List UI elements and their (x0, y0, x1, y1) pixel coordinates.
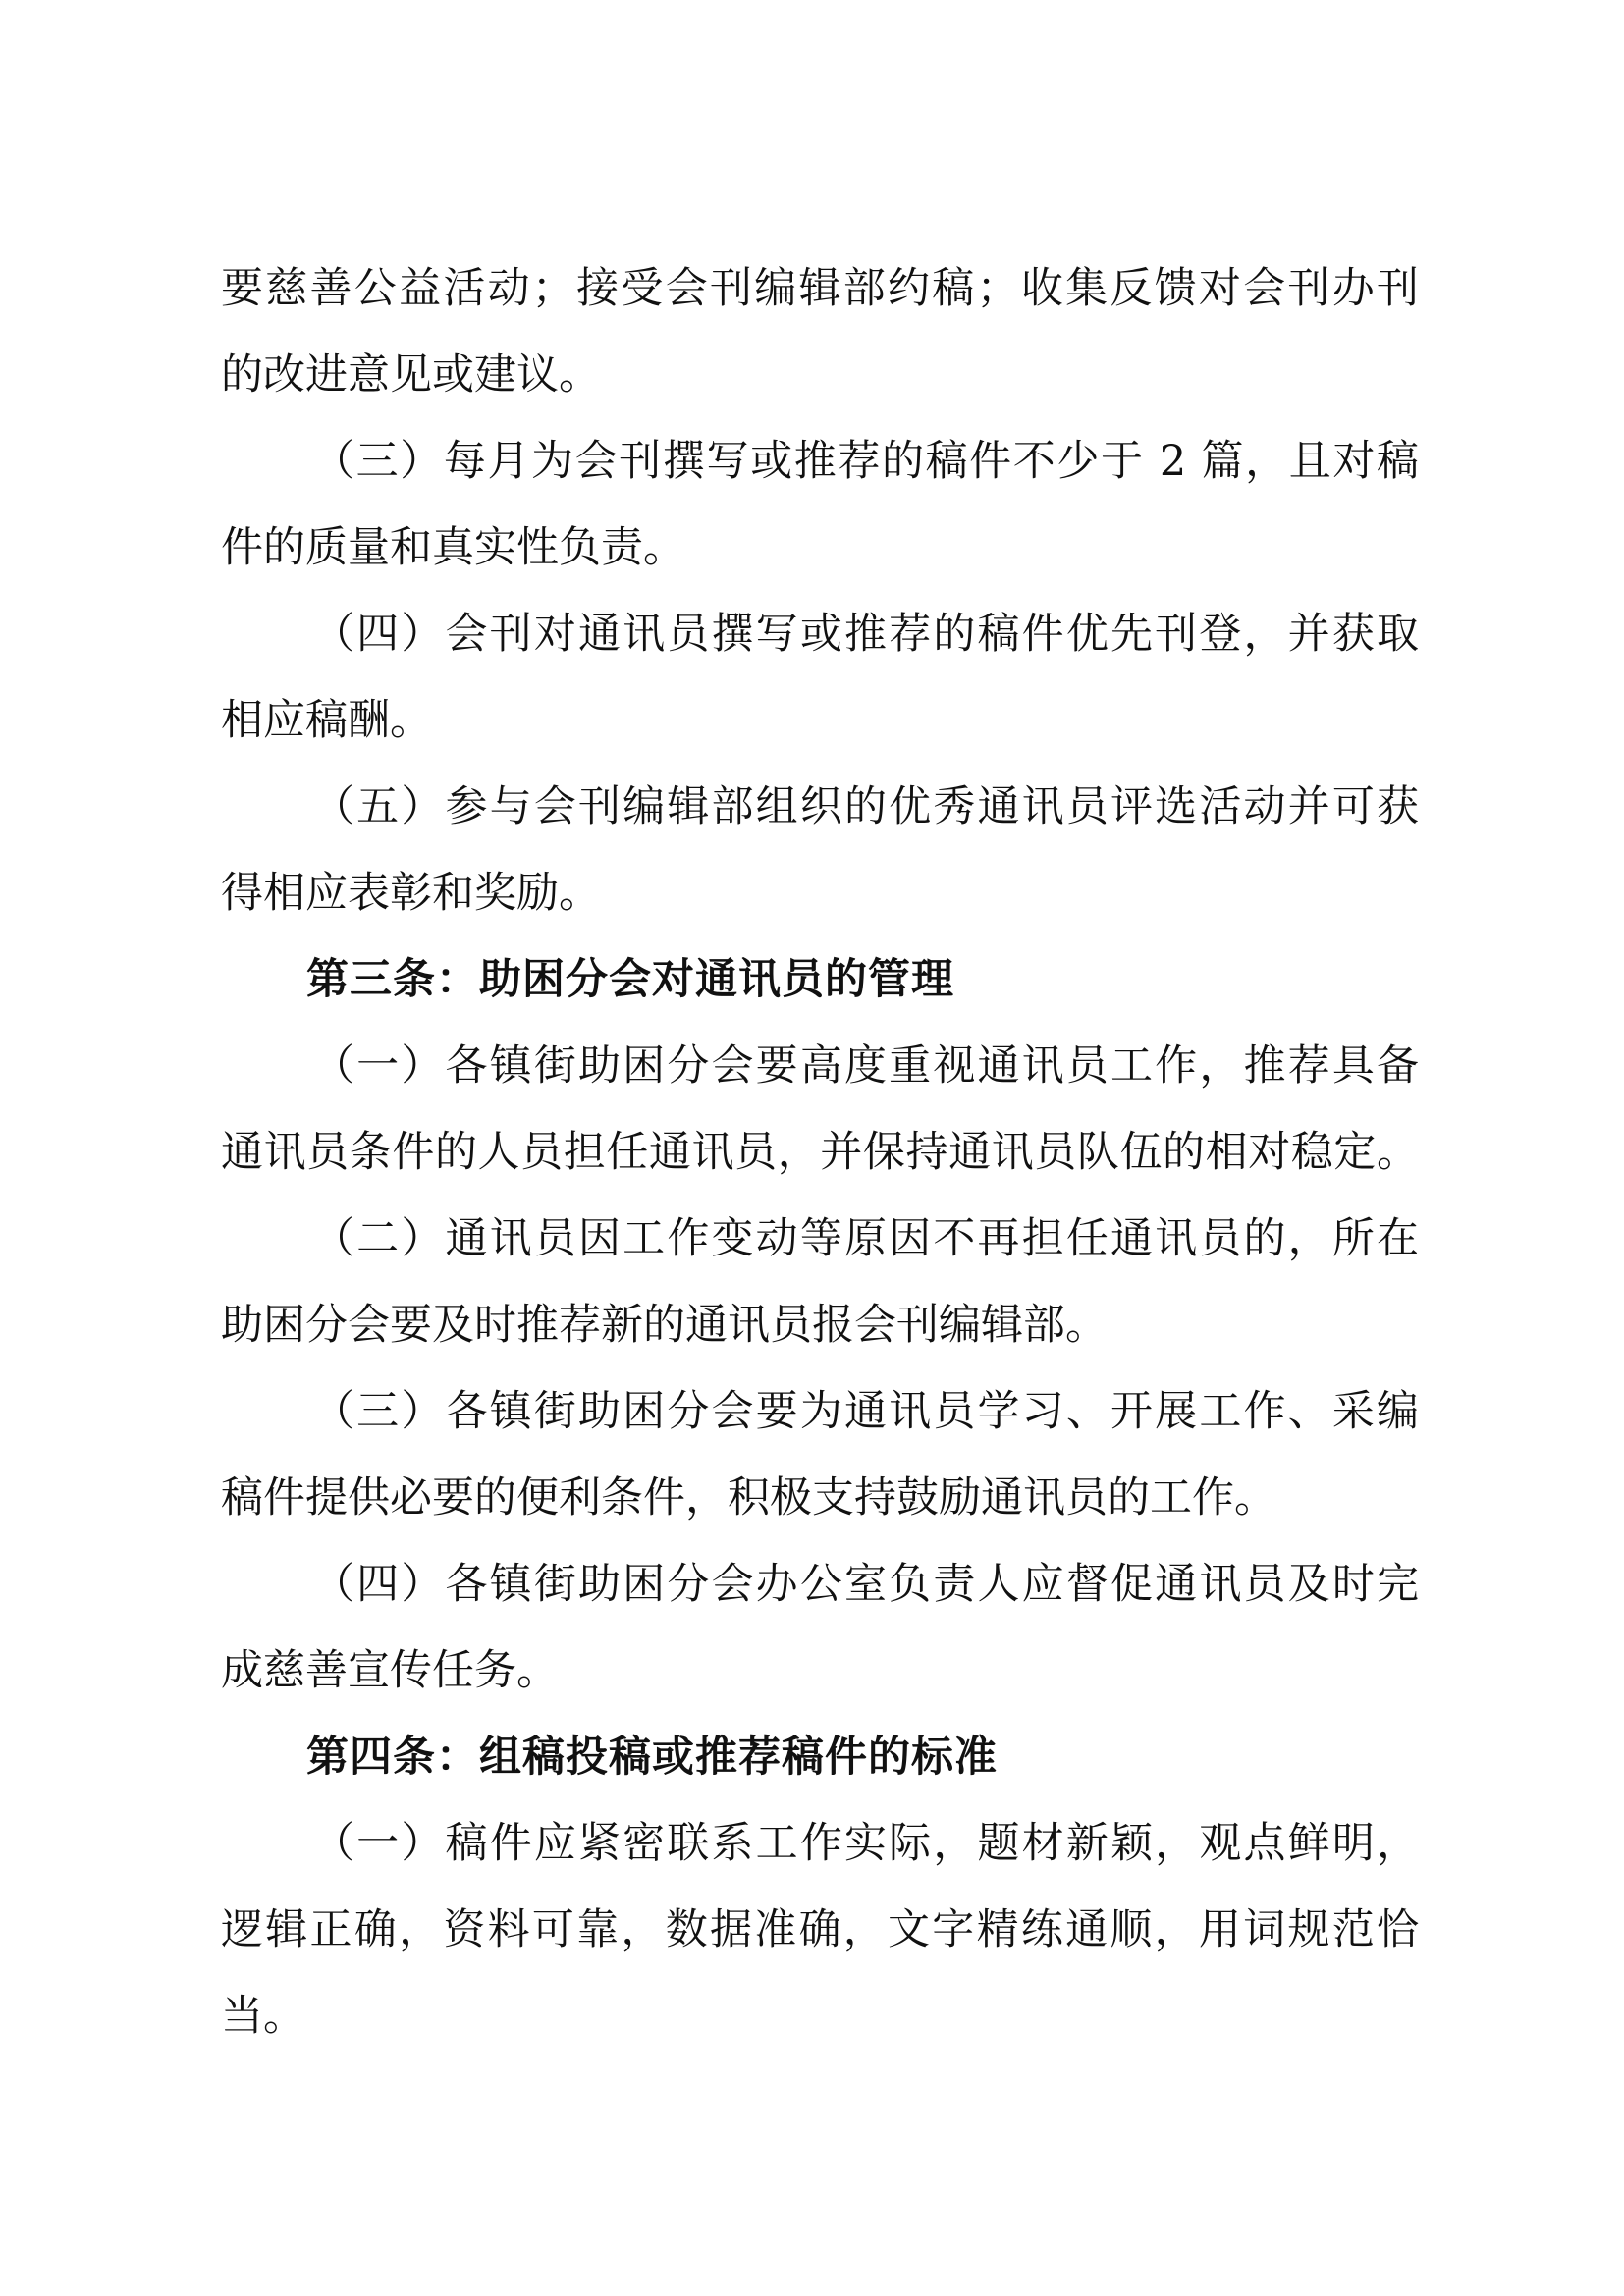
body-text-line: 得相应表彰和奖励。 (221, 869, 601, 918)
paragraph-first-line: （五）参与会刊编辑部组织的优秀通讯员评选活动并可获 (312, 782, 1419, 831)
section-heading: 第三条：助困分会对通讯员的管理 (306, 955, 954, 1004)
body-text-line: 稿件提供必要的便利条件，积极支持鼓励通讯员的工作。 (221, 1473, 1276, 1522)
paragraph-first-line: （一）稿件应紧密联系工作实际，题材新颖，观点鲜明， (312, 1819, 1419, 1868)
body-text-line: 逻辑正确，资料可靠，数据准确，文字精练通顺，用词规范恰 (221, 1905, 1419, 1954)
body-text-line: 相应稿酬。 (221, 696, 432, 745)
body-text-line: 通讯员条件的人员担任通讯员，并保持通讯员队伍的相对稳定。 (221, 1128, 1419, 1177)
body-text-line: 的改进意见或建议。 (221, 350, 601, 400)
body-text-line: 当。 (221, 1992, 305, 2041)
paragraph-first-line: （二）通讯员因工作变动等原因不再担任通讯员的，所在 (312, 1214, 1419, 1263)
paragraph-first-line: （一）各镇街助困分会要高度重视通讯员工作，推荐具备 (312, 1041, 1419, 1091)
body-text-line: 要慈善公益活动；接受会刊编辑部约稿；收集反馈对会刊办刊 (221, 264, 1419, 313)
section-heading: 第四条：组稿投稿或推荐稿件的标准 (306, 1733, 998, 1782)
paragraph-first-line: （三）每月为会刊撰写或推荐的稿件不少于 2 篇，且对稿 (312, 437, 1419, 486)
body-text-line: 成慈善宣传任务。 (221, 1646, 559, 1695)
body-text-line: 件的质量和真实性负责。 (221, 523, 685, 572)
paragraph-first-line: （四）各镇街助困分会办公室负责人应督促通讯员及时完 (312, 1560, 1419, 1609)
paragraph-first-line: （四）会刊对通讯员撰写或推荐的稿件优先刊登，并获取 (312, 610, 1419, 659)
paragraph-first-line: （三）各镇街助困分会要为通讯员学习、开展工作、采编 (312, 1387, 1419, 1436)
body-text-line: 助困分会要及时推荐新的通讯员报会刊编辑部。 (221, 1301, 1108, 1350)
